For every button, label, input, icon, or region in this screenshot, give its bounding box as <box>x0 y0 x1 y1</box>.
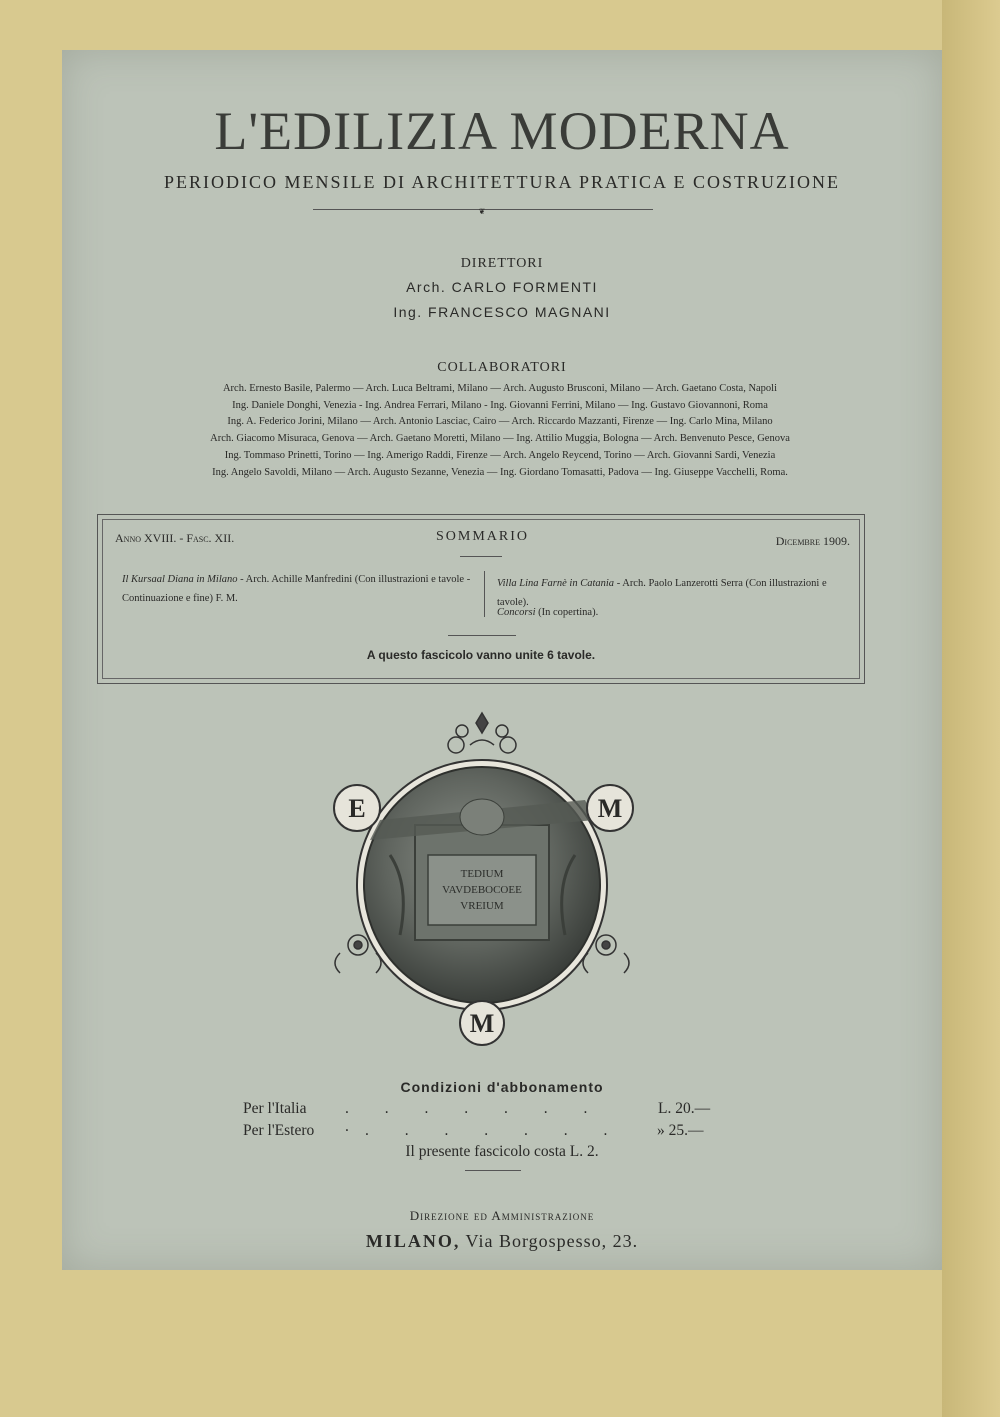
sommario-item <box>122 570 477 608</box>
price-value: » 25.— <box>657 1122 704 1139</box>
collaboratori-line: Ing. Tommaso Prinetti, Torino — Ing. Amerigo Raddi, Firenze — Arch. Angelo Reycend, Torino — Arch. Giovanni Sardi, Venezia <box>224 450 776 461</box>
price-label: Per l'Estero <box>243 1122 315 1139</box>
direttore-1: Arch. CARLO FORMENTI <box>406 279 598 295</box>
direttori-heading: DIRETTORI <box>460 256 544 271</box>
collaboratori-line: Ing. Angelo Savoldi, Milano — Arch. Augusto Sezanne, Venezia — Ing. Giordano Tomasatti, Padova — Ing. Giuseppe Vacchelli, Roma. <box>212 467 788 478</box>
address <box>62 1231 942 1252</box>
item-text: (In copertina). <box>535 607 599 618</box>
collaboratori-heading: COLLABORATORI <box>437 360 567 375</box>
item-title: Villa Lina Farnè in Catania <box>497 578 615 589</box>
price-rule <box>465 1170 521 1171</box>
collaboratori-line: Ing. Daniele Donghi, Venezia - Ing. Andrea Ferrari, Milano - Ing. Giovanni Ferrini, Milano — Ing. Gustavo Giovannoni, Roma <box>232 400 768 411</box>
ornament-icon: ❦ <box>478 207 486 216</box>
sommario-heading: SOMMARIO <box>436 529 530 544</box>
price-label: Per l'Italia <box>243 1100 307 1117</box>
item-text: - Arch. Paolo Lanzerotti Serra (Con illustrazioni e tavole). <box>497 578 827 608</box>
letter-m: M <box>597 794 623 823</box>
fascicolo-price: Il presente fascicolo costa L. 2. <box>405 1143 599 1160</box>
letter-e: E <box>348 794 366 823</box>
price-value: L. 20.— <box>658 1100 711 1117</box>
issue-date: Dicembre 1909. <box>775 534 850 548</box>
abbonamento-heading: Condizioni d'abbonamento <box>400 1079 604 1095</box>
issue-number: Anno XVIII. - Fasc. XII. <box>115 531 235 545</box>
inscription-line: VAVDEBOCOEE <box>442 884 522 896</box>
collaboratori-line: Arch. Giacomo Misuraca, Genova — Arch. Gaetano Moretti, Milano — Ing. Attilio Muggia, Bologna — Arch. Benvenuto Pesce, Genova <box>210 433 790 444</box>
leader-dots: . . . . . . . <box>365 1122 624 1139</box>
leader-dots: . . . . . . . . <box>345 1100 604 1135</box>
address-city: MILANO, <box>365 1231 461 1251</box>
address-street: Via Borgospesso, 23. <box>460 1231 639 1251</box>
collaboratori-line: Arch. Ernesto Basile, Palermo — Arch. Luca Beltrami, Milano — Arch. Augusto Brusconi, Milano — Arch. Gaetano Costa, Napoli <box>222 383 778 394</box>
tavole-note: A questo fascicolo vanno unite 6 tavole. <box>366 648 596 662</box>
column-separator <box>484 571 485 617</box>
journal-subtitle: PERIODICO MENSILE DI ARCHITETTURA PRATICA E COSTRUZIONE <box>163 172 840 192</box>
emblem-medallion <box>320 705 645 1050</box>
direttore-2: Ing. FRANCESCO MAGNANI <box>393 304 611 320</box>
page-edge <box>942 0 1000 1417</box>
inscription-line: TEDIUM <box>460 868 504 880</box>
direzione-heading: Direzione ed Amministrazione <box>409 1208 595 1223</box>
item-title: Concorsi <box>497 607 536 618</box>
journal-title: L'EDILIZIA MODERNA <box>214 101 790 161</box>
item-title: Il Kursaal Diana in Milano <box>122 574 238 585</box>
sommario-item <box>497 603 842 622</box>
sommario-rule <box>460 556 502 557</box>
sommario-rule <box>448 635 516 636</box>
crest-icon <box>448 713 516 753</box>
item-text: - Arch. Achille Manfredini (Con illustrazioni e tavole - Continuazione e fine) F. M. <box>122 574 471 604</box>
inscription-line: VREIUM <box>460 900 504 912</box>
letter-m: M <box>469 1009 495 1038</box>
collaboratori-line: Ing. A. Federico Jorini, Milano — Arch. Antonio Lasciac, Cairo — Arch. Riccardo Mazzanti, Firenze — Ing. Carlo Mina, Milano <box>227 416 773 427</box>
